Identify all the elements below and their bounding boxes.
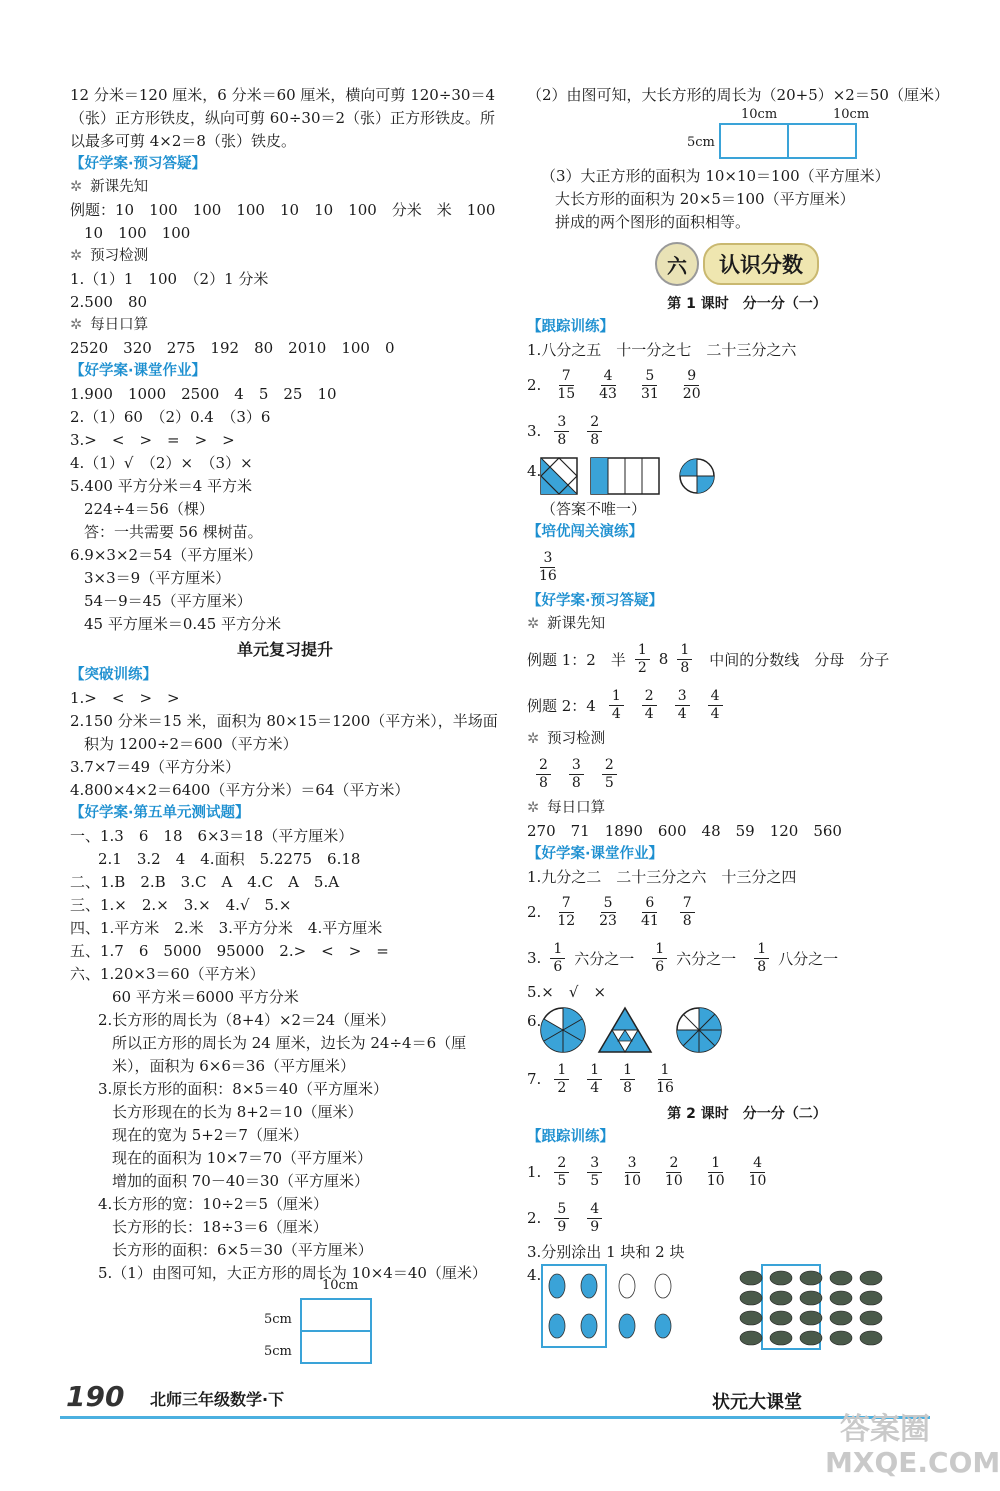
fraction: $\frac{2}{8}$ [587, 414, 602, 449]
left-column [70, 84, 500, 1285]
answer-line: 4.800×4×2＝6400（平方分米）＝64（平方米） [70, 781, 410, 799]
answer-line: 长方形的面积：6×5＝30（平方厘米） [112, 1241, 373, 1259]
square-left [719, 123, 789, 159]
flower-icon: ✲ [70, 179, 83, 195]
page-number: 190 [66, 1380, 125, 1413]
fraction: $\frac{2}{4}$ [642, 688, 657, 723]
section-tag: 【好学案·课堂作业】 [527, 846, 664, 862]
fraction: $\frac{1}{10}$ [706, 1154, 725, 1189]
fraction: $\frac{4}{43}$ [599, 367, 617, 402]
answer-line: 一、1.3 6 18 6×3＝18（平方厘米） [70, 827, 354, 845]
answer-line: 1.> < > > [70, 689, 180, 707]
figure-label: 5cm [264, 1312, 292, 1327]
question-number: 1. [527, 1163, 542, 1181]
answer-line: 2.1 3.2 4 4.面积 5.2275 6.18 [98, 850, 361, 868]
flower-icon: ✲ [527, 800, 540, 816]
answer-line: 5.400 平方分米＝4 平方米 [70, 477, 253, 495]
mixed-row: 3. $\frac{1}{6}$ 六分之一 $\frac{1}{6}$ 六分之一 $\frac{1}{8}$ 八分之一 [527, 940, 839, 975]
answer-line: 5.× √ × [527, 983, 607, 1001]
figure-label: 10cm [741, 107, 778, 122]
fraction-row [527, 682, 967, 728]
fraction: $\frac{6}{41}$ [640, 894, 659, 929]
answer-line: 现在的宽为 5+2＝7（厘米） [112, 1126, 308, 1144]
answer-line: 3.分别涂出 1 块和 2 块 [527, 1243, 685, 1261]
question-number: 2. [527, 903, 542, 921]
fraction: $\frac{1}{4}$ [587, 1062, 602, 1097]
figure-label: 10cm [322, 1278, 359, 1293]
shape-figures-q6: 6. [527, 1004, 967, 1056]
answer-line: 2520 320 275 192 80 2010 100 0 [70, 339, 395, 357]
fraction: $\frac{9}{20}$ [682, 367, 701, 402]
fraction: $\frac{1}{8}$ [620, 1062, 635, 1097]
answer-line: 224÷4＝56（棵） [84, 500, 214, 518]
fraction: $\frac{4}{10}$ [748, 1154, 767, 1189]
fraction: $\frac{1}{6}$ [652, 941, 667, 976]
fraction: $\frac{2}{5}$ [602, 757, 617, 792]
fraction: $\frac{3}{8}$ [569, 757, 584, 792]
answer-line: 3.7×7＝49（平方分米） [70, 758, 241, 776]
chapter-heading [655, 242, 967, 286]
answer-line: 2.150 分米＝15 米，面积为 80×15＝1200（平方米），半场面 [70, 712, 498, 730]
answer-line: 1.九分之二 二十三分之六 十三分之四 [527, 868, 797, 886]
answer-line: 10 100 100 [84, 224, 191, 242]
question-number: 2. [527, 1209, 542, 1227]
answer-line: 三、1.× 2.× 3.× 4.√ 5.× [70, 896, 292, 914]
flower-icon: ✲ [527, 616, 540, 632]
lesson-title: 第 2 课时 分一分（二） [667, 1106, 827, 1122]
chapter-number: 六 [655, 242, 699, 286]
answer-line: 答：一共需要 56 棵树苗。 [84, 523, 263, 541]
answer-line: 4.（1）√ （2）× （3）× [70, 454, 253, 472]
fraction-row [527, 751, 967, 797]
answer-line: 增加的面积 70－40＝30（平方厘米） [112, 1172, 370, 1190]
shaded-shapes [539, 1006, 729, 1054]
answer-note: （答案不唯一） [541, 500, 647, 518]
question-number: 7. [527, 1070, 542, 1088]
flower-icon: ✲ [70, 317, 83, 333]
section-tag: 【好学案·课堂作业】 [70, 363, 207, 379]
answer-line: 3.原长方形的面积：8×5＝40（平方厘米） [98, 1080, 389, 1098]
fraction: $\frac{3}{8}$ [554, 414, 569, 449]
fraction-row [527, 544, 967, 590]
answer-line: 现在的面积为 10×7＝70（平方厘米） [112, 1149, 373, 1167]
figure-label: 5cm [687, 135, 715, 150]
fraction: $\frac{1}{8}$ [677, 642, 692, 677]
answer-line: 6.9×3×2＝54（平方厘米） [70, 546, 263, 564]
figure-label: 10cm [833, 107, 870, 122]
section-tag: 【好学案·第五单元测试题】 [70, 805, 250, 821]
leaf-grid [737, 1268, 937, 1348]
fraction: $\frac{7}{8}$ [680, 895, 695, 930]
fraction-row [527, 889, 967, 935]
answer-line: 2.长方形的周长为（8+4）×2＝24（厘米） [98, 1011, 396, 1029]
fraction: $\frac{3}{4}$ [675, 688, 690, 723]
square-top [300, 1298, 372, 1332]
fraction: $\frac{2}{8}$ [536, 757, 551, 792]
example-row-1: 例题 1：2 半 $\frac{1}{2}$ 8 $\frac{1}{8}$ 中间的分数线 分母 分子 [527, 641, 890, 676]
answer-line: 以最多可剪 4×2＝8（张）铁皮。 [70, 132, 296, 150]
fraction: $\frac{2}{5}$ [554, 1155, 569, 1190]
fraction: $\frac{2}{10}$ [664, 1154, 683, 1189]
fraction: $\frac{1}{2}$ [635, 642, 650, 677]
answer-line: 四、1.平方米 2.米 3.平方分米 4.平方厘米 [70, 919, 383, 937]
fraction: $\frac{4}{9}$ [587, 1201, 602, 1236]
section-tag: 【培优闯关演练】 [527, 524, 643, 540]
fraction: $\frac{7}{15}$ [557, 367, 576, 402]
question-number: 2. [527, 376, 542, 394]
shape-figures-q4 [527, 454, 967, 498]
answer-line: 二、1.B 2.B 3.C A 4.C A 5.A [70, 873, 340, 891]
rabbit-grid [543, 1268, 703, 1348]
fraction-row [527, 362, 967, 408]
section-heading: 单元复习提升 [236, 640, 333, 659]
fraction: $\frac{5}{31}$ [640, 367, 659, 402]
fraction-row [527, 1149, 967, 1195]
answer-line: 4.长方形的宽：10÷2＝5（厘米） [98, 1195, 329, 1213]
fraction: $\frac{1}{16}$ [656, 1061, 674, 1096]
watermark-url: MXQE.COM [825, 1446, 1000, 1479]
subsection-title: ✲ 预习检测 [70, 248, 149, 264]
answer-line: 例题：10 100 100 100 10 10 100 分米 米 100 [70, 201, 496, 219]
picture-grids-q4: 4. [527, 1264, 967, 1352]
fraction-row [527, 408, 967, 454]
answer-line: 2.500 80 [70, 293, 148, 311]
answer-line: 长方形现在的长为 8+2＝10（厘米） [112, 1103, 363, 1121]
fraction: $\frac{5}{23}$ [599, 894, 617, 929]
flower-icon: ✲ [70, 248, 83, 264]
fraction: $\frac{3}{10}$ [623, 1154, 641, 1189]
answer-line: 54－9＝45（平方厘米） [84, 592, 252, 610]
question-number: 例题 2：4 [527, 696, 596, 715]
answer-line: （张）正方形铁皮，纵向可剪 60÷30＝2（张）正方形铁皮。所 [70, 109, 496, 127]
right-column [527, 84, 967, 1352]
answer-line: 五、1.7 6 5000 95000 2.> < > = [70, 942, 389, 960]
section-tag: 【突破训练】 [70, 667, 157, 683]
section-tag: 【好学案·预习答疑】 [70, 156, 207, 172]
question-number: 4. [527, 462, 542, 480]
answer-line: 2.（1）60 （2）0.4 （3）6 [70, 408, 271, 426]
fraction: $\frac{4}{4}$ [708, 688, 723, 723]
flower-icon: ✲ [527, 731, 540, 747]
answer-line: 270 71 1890 600 48 59 120 560 [527, 822, 842, 840]
answer-line: 12 分米＝120 厘米，6 分米＝60 厘米，横向可剪 120÷30＝4 [70, 86, 496, 104]
rectangle-figure-20x5 [527, 107, 967, 165]
fraction: $\frac{1}{8}$ [754, 941, 769, 976]
square-figure-10cm [262, 1278, 382, 1370]
answer-line: 3×3＝9（平方厘米） [84, 569, 231, 587]
answer-line: 5.（1）由图可知，大正方形的周长为 10×4＝40（厘米） [98, 1264, 487, 1282]
section-tag: 【好学案·预习答疑】 [527, 593, 664, 609]
answer-line: 60 平方米＝6000 平方分米 [112, 988, 299, 1006]
section-tag: 【跟踪训练】 [527, 1129, 614, 1145]
subsection-title: ✲ 预习检测 [527, 731, 606, 747]
answer-line: 3.> < > = > > [70, 431, 235, 449]
answer-line: 米），面积为 6×6＝36（平方厘米） [112, 1057, 356, 1075]
fraction: $\frac{5}{9}$ [554, 1201, 569, 1236]
subsection-title: ✲ 新课先知 [70, 179, 149, 195]
figure-label: 5cm [264, 1344, 292, 1359]
answer-line: 所以正方形的周长为 24 厘米，边长为 24÷4＝6（厘 [112, 1034, 467, 1052]
fraction-row [527, 1056, 967, 1102]
answer-line: 45 平方厘米＝0.45 平方分米 [84, 615, 282, 633]
fraction: $\frac{1}{6}$ [550, 941, 565, 976]
answer-line: 大长方形的面积为 20×5＝100（平方厘米） [555, 190, 855, 208]
fraction: $\frac{3}{5}$ [587, 1155, 602, 1190]
fraction: $\frac{1}{4}$ [609, 688, 624, 723]
answer-line: 长方形的长：18÷3＝6（厘米） [112, 1218, 328, 1236]
brand-name: 状元大课堂 [712, 1392, 802, 1413]
footer-divider [60, 1416, 930, 1419]
section-tag: 【跟踪训练】 [527, 319, 614, 335]
answer-line: （3）大正方形的面积为 10×10＝100（平方厘米） [541, 167, 890, 185]
fraction: $\frac{7}{12}$ [557, 894, 576, 929]
subsection-title: ✲ 每日口算 [70, 317, 149, 333]
book-title: 北师三年级数学·下 [150, 1390, 285, 1409]
answer-line: 六、1.20×3＝60（平方米） [70, 965, 265, 983]
answer-line: 1.900 1000 2500 4 5 25 10 [70, 385, 337, 403]
watermark-logo: 答案圈 [840, 1412, 930, 1447]
chapter-title: 认识分数 [703, 243, 819, 285]
fraction: $\frac{1}{2}$ [554, 1062, 569, 1097]
lesson-title: 第 1 课时 分一分（一） [667, 296, 827, 312]
fraction-row [527, 1195, 967, 1241]
square-bottom [300, 1330, 372, 1364]
square-right [787, 123, 857, 159]
answer-line: 1.八分之五 十一分之七 二十三分之六 [527, 341, 797, 359]
answer-line: 积为 1200÷2＝600（平方米） [84, 735, 298, 753]
question-number: 3. [527, 422, 542, 440]
shaded-shapes [539, 456, 719, 496]
subsection-title: ✲ 新课先知 [527, 616, 606, 632]
answer-line: 拼成的两个图形的面积相等。 [555, 213, 751, 231]
answer-line: （2）由图可知，大长方形的周长为（20+5）×2＝50（厘米） [527, 86, 949, 104]
fraction: $\frac{3}{16}$ [539, 549, 557, 584]
answer-line: 1.（1）1 100 （2）1 分米 [70, 270, 269, 288]
subsection-title: ✲ 每日口算 [527, 800, 606, 816]
